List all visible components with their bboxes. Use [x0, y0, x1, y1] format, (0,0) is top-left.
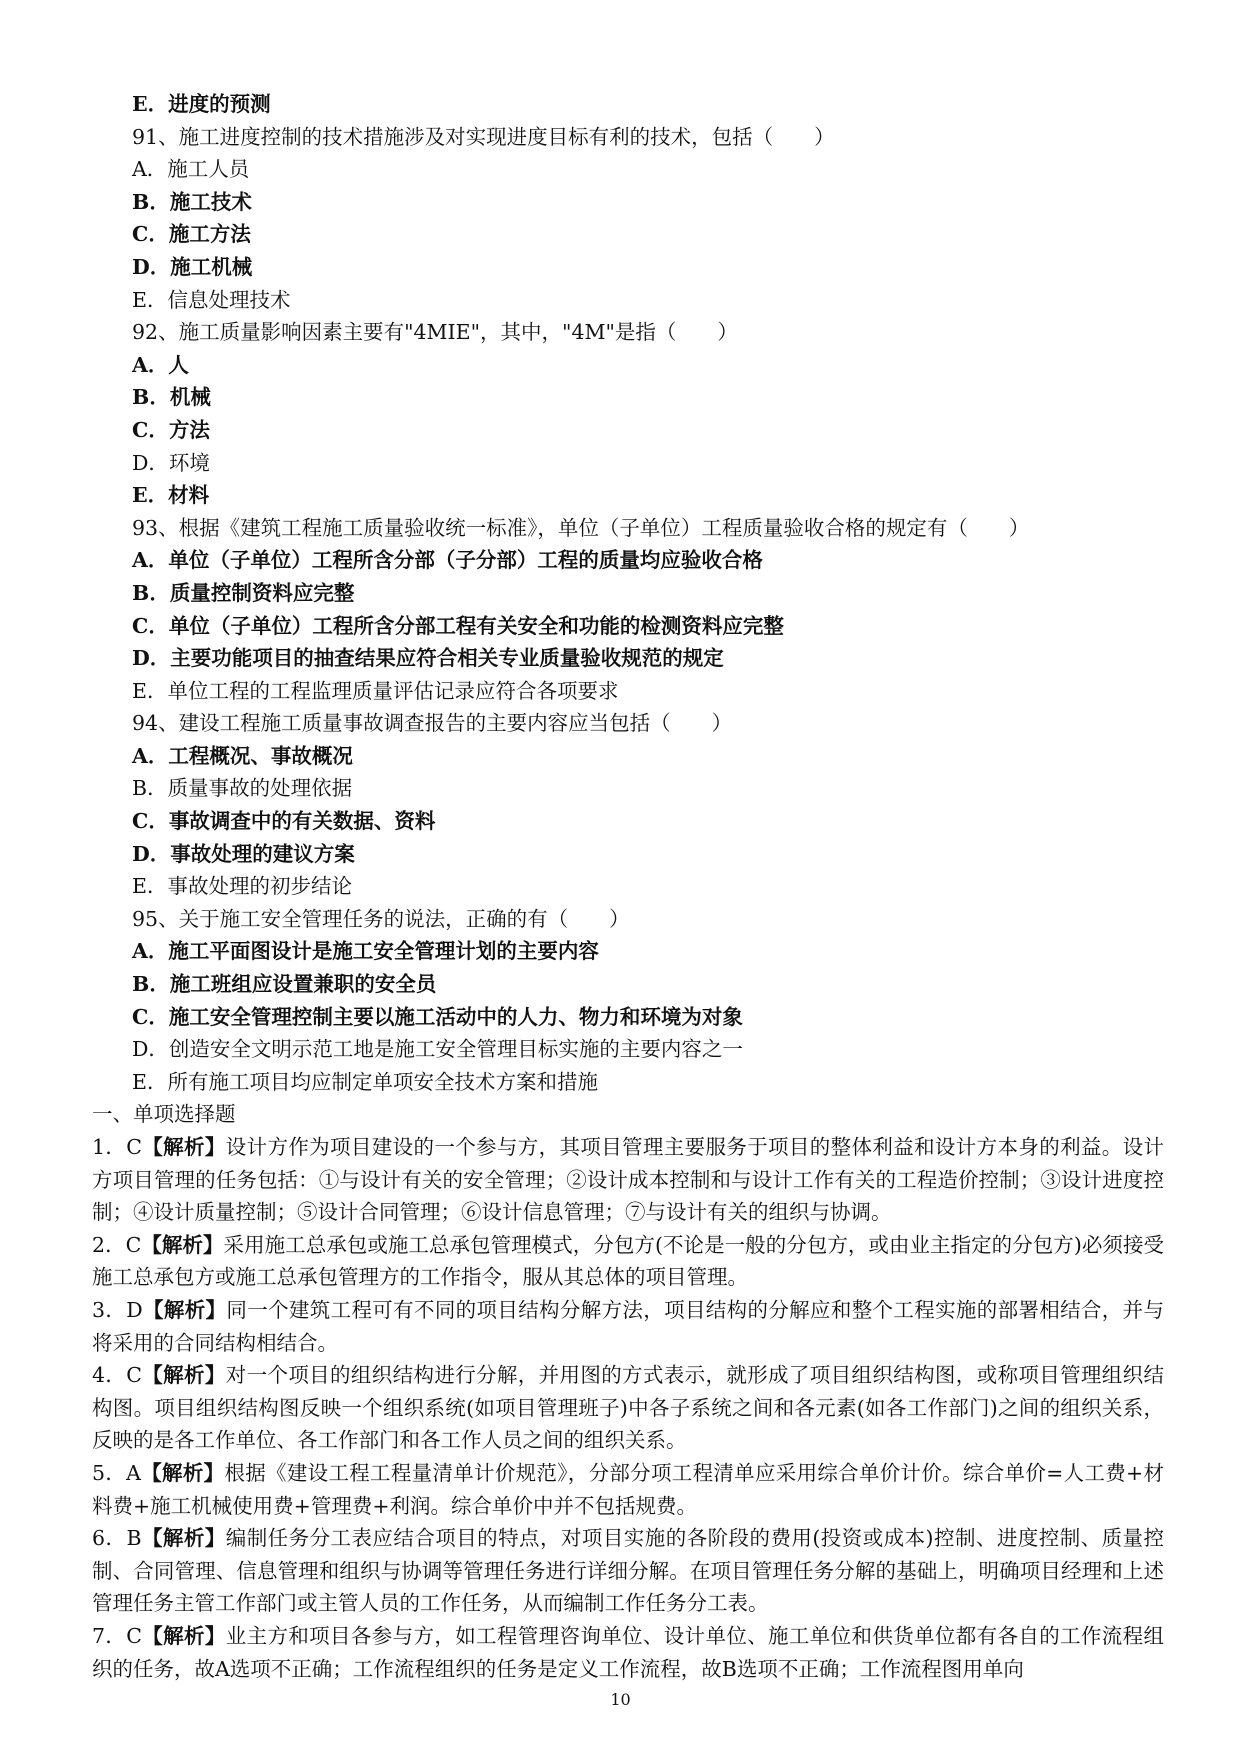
- question-line: D．主要功能项目的抽查结果应符合相关专业质量验收规范的规定: [132, 646, 724, 671]
- answer-number: 3．D: [92, 1297, 143, 1322]
- question-line: D．施工机械: [132, 254, 253, 279]
- answer-paragraph: [92, 1229, 1164, 1294]
- page-number: 10: [610, 1690, 631, 1709]
- question-line: C．单位（子单位）工程所含分部工程有关安全和功能的检测资料应完整: [132, 613, 784, 638]
- question-line: E．进度的预测: [132, 92, 271, 116]
- question-line: B．施工班组应设置兼职的安全员: [132, 972, 437, 997]
- answer-text: 设计方作为项目建设的一个参与方，其项目管理主要服务于项目的整体利益和设计方本身的利益。设计方项目管理的任务包括：①与设计有关的安全管理；②设计成本控制和与设计工作有关的工程造价控制；③设计进度控制；④设计质量控制；⑤设计合同管理；⑥设计信息管理；⑦与设计有关的组织与协调。: [92, 1135, 1165, 1225]
- question-line: 92、施工质量影响因素主要有"4MIE"，其中，"4M"是指（ ）: [132, 320, 738, 345]
- answer-text: 编制任务分工表应结合项目的特点，对项目实施的各阶段的费用(投资或成本)控制、进度控制、质量控制、合同管理、信息管理和组织与协调等管理任务进行详细分解。在项目管理任务分解的基础上，明确项目经理和上述管理任务主管工作部门或主管人员的工作任务，从而编制工作任务分工表。: [92, 1526, 1165, 1616]
- question-line: E．单位工程的工程监理质量评估记录应符合各项要求: [132, 678, 619, 703]
- answer-number: 2．C: [92, 1232, 142, 1257]
- answer-text: 根据《建设工程工程量清单计价规范》，分部分项工程清单应采用综合单价计价。综合单价=人工费+材料费+施工机械使用费+管理费+利润。综合单价中并不包括规费。: [92, 1460, 1164, 1518]
- question-line: B．机械: [132, 385, 211, 410]
- answer-paragraph: [92, 1131, 1164, 1229]
- question-line: C．事故调查中的有关数据、资料: [132, 809, 436, 834]
- question-line: 91、施工进度控制的技术措施涉及对实现进度目标有利的技术，包括（ ）: [132, 124, 835, 149]
- section-heading: 一、单项选择题: [92, 1102, 236, 1127]
- answer-text: 对一个项目的组织结构进行分解，并用图的方式表示，就形成了项目组织结构图，或称项目管理组织结构图。项目组织结构图反映一个组织系统(如项目管理班子)中各子系统之间和各元素(如各工作部门)之间的组织关系，反映的是各工作单位、各工作部门和各工作人员之间的组织关系。: [92, 1363, 1165, 1453]
- question-line: E．材料: [132, 483, 210, 508]
- answer-list: [92, 1131, 1164, 1685]
- question-line: A．施工平面图设计是施工安全管理计划的主要内容: [132, 939, 599, 964]
- question-list: [92, 88, 1164, 1098]
- question-line: C．施工方法: [132, 222, 251, 247]
- analysis-tag: 【解析】: [141, 1232, 224, 1257]
- question-line: A．工程概况、事故概况: [132, 743, 353, 768]
- answer-paragraph: [92, 1359, 1164, 1457]
- question-line: A．人: [132, 352, 189, 377]
- question-line: D．创造安全文明示范工地是施工安全管理目标实施的主要内容之一: [132, 1037, 743, 1062]
- question-line: B．质量控制资料应完整: [132, 580, 355, 605]
- answer-text: 采用施工总承包或施工总承包管理模式，分包方(不论是一般的分包方，或由业主指定的分包方)必须接受施工总承包方或施工总承包管理方的工作指令，服从其总体的项目管理。: [92, 1232, 1165, 1290]
- answer-number: 1．C: [92, 1135, 142, 1159]
- question-line: B．施工技术: [132, 189, 252, 214]
- question-line: C．方法: [132, 417, 210, 442]
- question-line: E．所有施工项目均应制定单项安全技术方案和措施: [132, 1069, 598, 1094]
- question-line: 94、建设工程施工质量事故调查报告的主要内容应当包括（ ）: [132, 711, 733, 736]
- analysis-tag: 【解析】: [141, 1526, 226, 1551]
- question-line: A．施工人员: [132, 157, 250, 182]
- answer-text: 同一个建筑工程可有不同的项目结构分解方法，项目结构的分解应和整个工程实施的部署相结合，并与将采用的合同结构相结合。: [92, 1297, 1164, 1355]
- question-line: D．环境: [132, 450, 210, 475]
- answer-paragraph: [92, 1620, 1164, 1685]
- analysis-tag: 【解析】: [141, 1623, 226, 1648]
- answer-paragraph: [92, 1457, 1164, 1522]
- question-line: B．质量事故的处理依据: [132, 776, 353, 801]
- answer-paragraph: [92, 1522, 1164, 1620]
- question-line: A．单位（子单位）工程所含分部（子分部）工程的质量均应验收合格: [132, 548, 763, 573]
- analysis-tag: 【解析】: [140, 1460, 225, 1485]
- question-line: D．事故处理的建议方案: [132, 841, 355, 866]
- answer-number: 5．A: [92, 1460, 141, 1485]
- answer-paragraph: [92, 1294, 1164, 1359]
- answer-text: 业主方和项目各参与方，如工程管理咨询单位、设计单位、施工单位和供货单位都有各自的工作流程组织的任务，故A选项不正确；工作流程组织的任务是定义工作流程，故B选项不正确；工作流程图用单向: [92, 1623, 1165, 1681]
- answer-number: 6．B: [92, 1526, 142, 1551]
- analysis-tag: 【解析】: [142, 1297, 227, 1322]
- analysis-tag: 【解析】: [141, 1363, 226, 1388]
- analysis-tag: 【解析】: [141, 1135, 226, 1159]
- answer-number: 7．C: [92, 1623, 142, 1648]
- question-line: 95、关于施工安全管理任务的说法，正确的有（ ）: [132, 906, 630, 931]
- question-line: E．事故处理的初步结论: [132, 874, 352, 899]
- page-content: [92, 88, 1164, 1685]
- question-line: E．信息处理技术: [132, 287, 291, 312]
- question-line: 93、根据《建筑工程施工质量验收统一标准》，单位（子单位）工程质量验收合格的规定有（ ）: [132, 515, 1030, 540]
- answer-number: 4．C: [92, 1363, 142, 1388]
- question-line: C．施工安全管理控制主要以施工活动中的人力、物力和环境为对象: [132, 1004, 743, 1029]
